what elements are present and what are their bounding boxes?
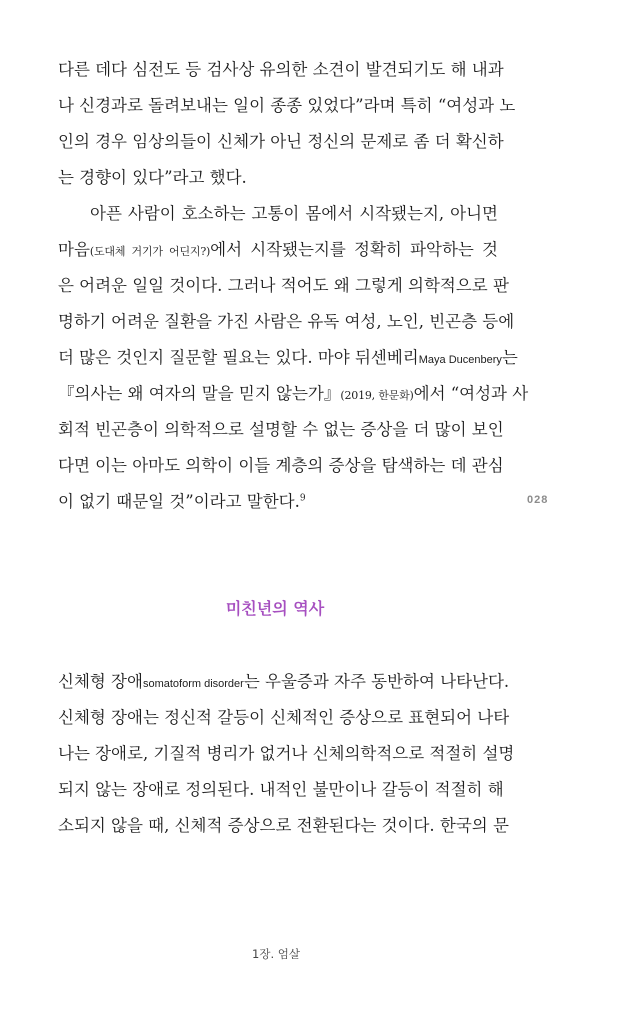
body-text: 에서 시작됐는지를 정확히 파악하는 것 [210, 240, 498, 259]
body-line [58, 671, 510, 695]
chapter-footer: 1장. 엄살 [252, 947, 300, 961]
body-line: 명하기 어려운 질환을 가진 사람은 유독 여성, 노인, 빈곤층 등에 [58, 312, 515, 331]
body-line: 아픈 사람이 호소하는 고통이 몸에서 시작됐는지, 아니면 [90, 204, 498, 223]
body-text: 이 없기 때문일 것”이라고 말한다. [58, 492, 300, 511]
body-text: 는 [501, 348, 518, 367]
body-line: 신체형 장애는 정신적 갈등이 신체적인 증상으로 표현되어 나타 [58, 708, 510, 727]
body-line: 인의 경우 임상의들이 신체가 아닌 정신의 문제로 좀 더 확신하 [58, 132, 504, 151]
parenthetical-aside: (도대체 거기가 어딘지?) [89, 245, 211, 258]
body-text: 는 우울증과 자주 동반하여 나타난다. [243, 672, 510, 691]
body-text: 더 많은 것인지 질문할 필요는 있다. 마야 뒤센베리 [58, 348, 419, 367]
body-line: 는 경향이 있다”라고 했다. [58, 168, 247, 187]
term-latin: somatoform disorder [142, 678, 244, 690]
body-line: 회적 빈곤층이 의학적으로 설명할 수 없는 증상을 더 많이 보인 [58, 420, 504, 439]
body-line: 다면 이는 아마도 의학이 이들 계층의 증상을 탐색하는 데 관심 [58, 456, 504, 475]
footnote-marker: 9 [299, 493, 306, 504]
body-text: 마음 [58, 240, 90, 259]
body-text: 신체형 장애 [58, 672, 143, 691]
body-line: 나는 장애로, 기질적 병리가 없거나 신체의학적으로 적절히 설명 [58, 744, 515, 763]
body-line: 되지 않는 장애로 정의된다. 내적인 불만이나 갈등이 적절히 해 [58, 780, 504, 799]
page-number: 028 [527, 494, 549, 506]
body-line [58, 491, 498, 513]
body-line [58, 239, 498, 263]
body-line: 은 어려운 일일 것이다. 그러나 적어도 왜 그렇게 의학적으로 판 [58, 276, 509, 295]
body-line [58, 347, 518, 371]
body-line [58, 383, 529, 407]
section-title: 미친년의 역사 [225, 599, 325, 618]
book-reference: (2019, 한문화) [340, 389, 414, 402]
body-line: 나 신경과로 돌려보내는 일이 종종 있었다”라며 특히 “여성과 노 [58, 96, 516, 115]
body-line: 다른 데다 심전도 등 검사상 유의한 소견이 발견되기도 해 내과 [58, 60, 504, 79]
body-text: 에서 “여성과 사 [413, 384, 529, 403]
body-line: 소되지 않을 때, 신체적 증상으로 전환된다는 것이다. 한국의 문 [58, 816, 509, 835]
author-name-latin: Maya Ducenbery [418, 354, 502, 366]
book-title: 『의사는 왜 여자의 말을 믿지 않는가』 [58, 384, 341, 403]
